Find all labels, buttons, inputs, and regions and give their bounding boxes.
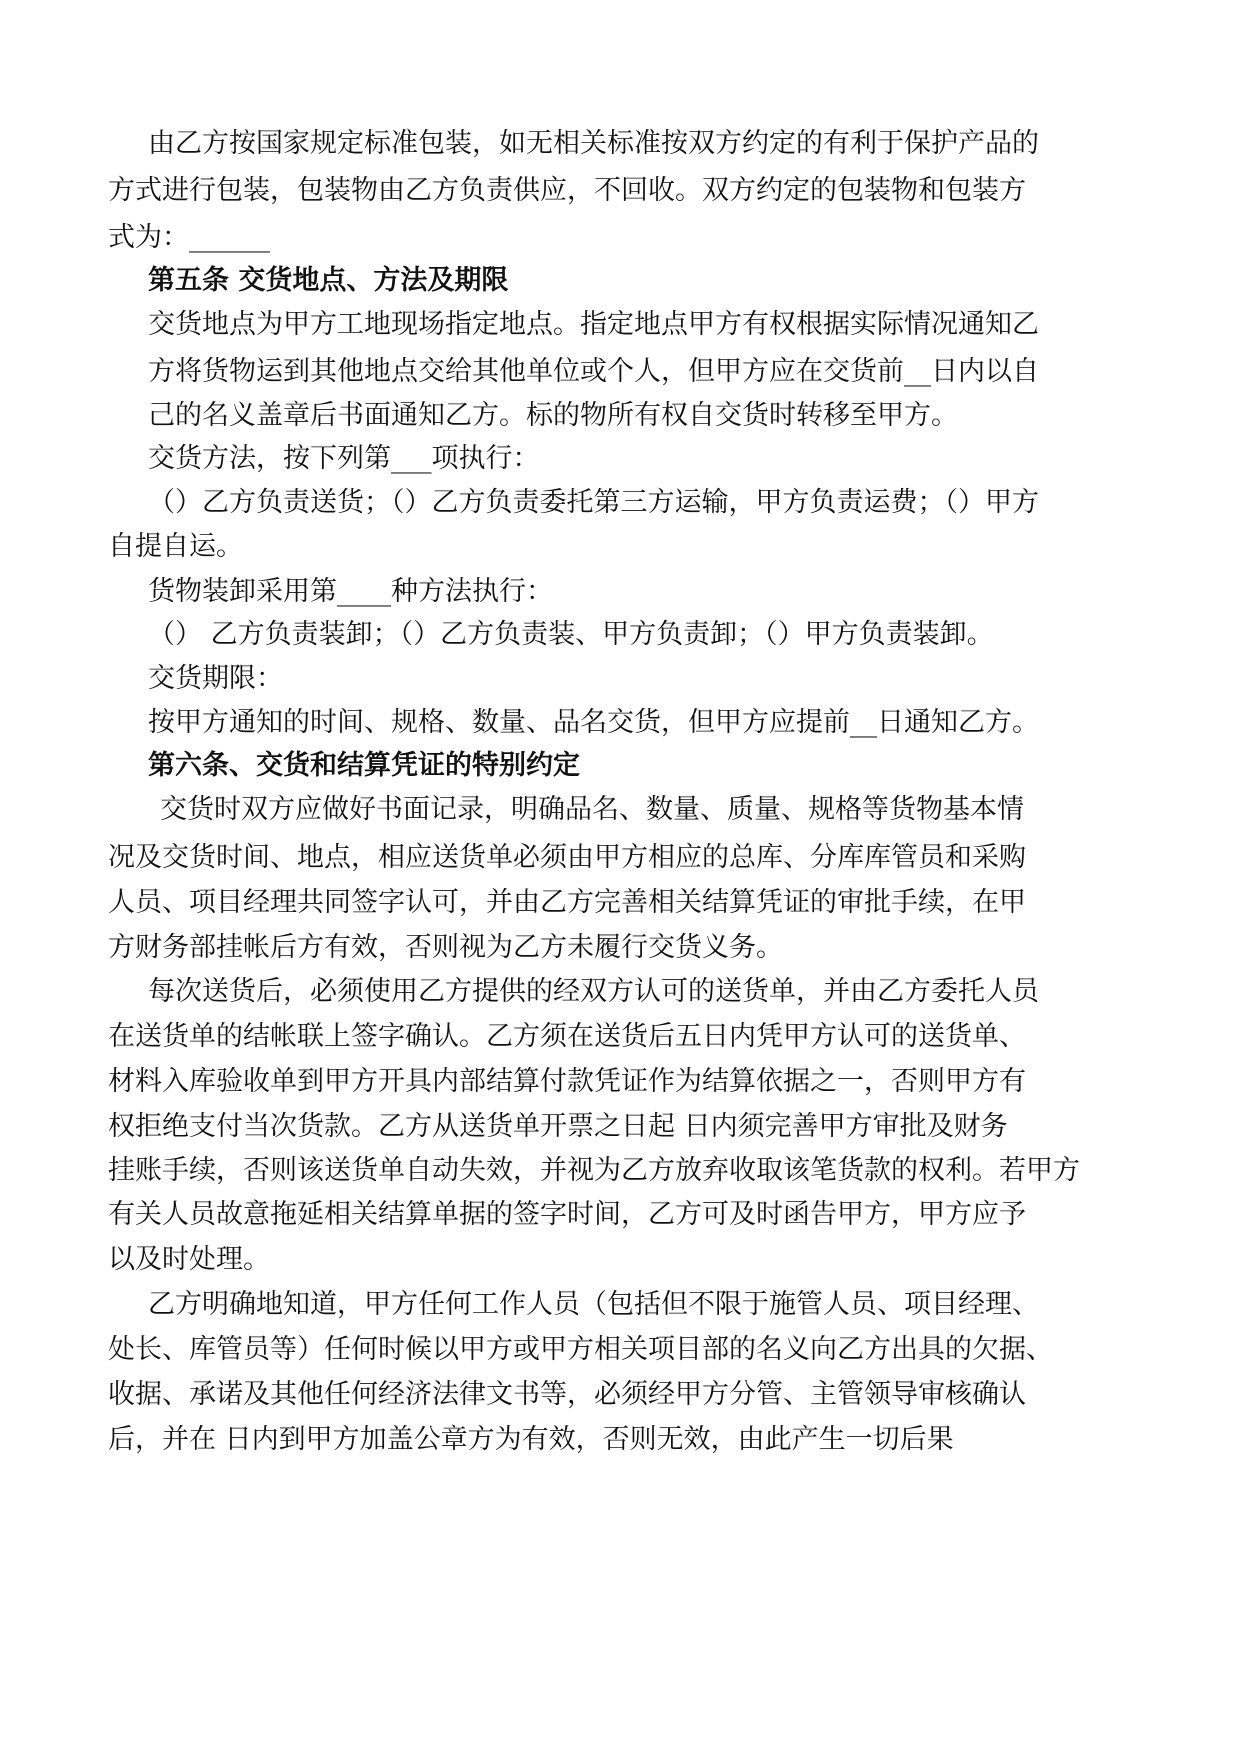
text-line: 由乙方按国家规定标准包装，如无相关标准按双方约定的有利于保护产品的 (148, 128, 1039, 159)
text-line: 方财务部挂帐后方有效，否则视为乙方未履行交货义务。 (108, 932, 783, 963)
text-line: 交货期限： (148, 663, 283, 694)
text-line: 自提自运。 (108, 531, 243, 562)
text-line: 每次送货后，必须使用乙方提供的经双方认可的送货单，并由乙方委托人员 (148, 976, 1039, 1007)
text-line: （） 乙方负责装卸；（）乙方负责装、甲方负责卸；（）甲方负责装卸。 (148, 619, 994, 650)
text-line: 收据、承诺及其他任何经济法律文书等，必须经甲方分管、主管领导审核确认 (108, 1379, 1026, 1410)
text-line: 交货地点为甲方工地现场指定地点。指定地点甲方有权根据实际情况通知乙 (148, 309, 1039, 340)
text-line: 式为：______ (108, 222, 270, 253)
text-line: 挂账手续，否则该送货单自动失效，并视为乙方放弃收取该笔货款的权利。若甲方 (108, 1155, 1080, 1186)
text-line: 以及时处理。 (108, 1244, 270, 1275)
text-line: 货物装卸采用第____种方法执行： (148, 576, 553, 607)
text-line: 人员、项目经理共同签字认可，并由乙方完善相关结算凭证的审批手续，在甲 (108, 887, 1026, 918)
text-line: 交货时双方应做好书面记录，明确品名、数量、质量、规格等货物基本情 (160, 794, 1024, 825)
text-line: 乙方明确地知道，甲方任何工作人员（包括但不限于施管人员、项目经理、 (148, 1289, 1039, 1320)
text-line: 后，并在 日内到甲方加盖公章方为有效，否则无效，由此产生一切后果 (108, 1424, 954, 1455)
text-line: 在送货单的结帐联上签字确认。乙方须在送货后五日内凭甲方认可的送货单、 (108, 1021, 1026, 1052)
text-line: 权拒绝支付当次货款。乙方从送货单开票之日起 日内须完善甲方审批及财务 (108, 1111, 1008, 1142)
text-line: 处长、库管员等）任何时候以甲方或甲方相关项目部的名义向乙方出具的欠据、 (108, 1334, 1053, 1365)
text-line: 方将货物运到其他地点交给其他单位或个人，但甲方应在交货前__日内以自 (148, 356, 1039, 387)
section-heading: 第六条、交货和结算凭证的特别约定 (148, 750, 580, 781)
section-heading: 第五条 交货地点、方法及期限 (148, 265, 509, 296)
text-line: 况及交货时间、地点，相应送货单必须由甲方相应的总库、分库库管员和采购 (108, 842, 1026, 873)
text-line: 有关人员故意拖延相关结算单据的签字时间，乙方可及时函告甲方，甲方应予 (108, 1199, 1026, 1230)
text-line: 材料入库验收单到甲方开具内部结算付款凭证作为结算依据之一，否则甲方有 (108, 1066, 1026, 1097)
text-line: 方式进行包装，包装物由乙方负责供应，不回收。双方约定的包装物和包装方 (108, 175, 1026, 206)
text-line: 己的名义盖章后书面通知乙方。标的物所有权自交货时转移至甲方。 (148, 400, 958, 431)
text-line: （）乙方负责送货；（）乙方负责委托第三方运输，甲方负责运费；（）甲方 (148, 487, 1039, 518)
text-line: 交货方法，按下列第___项执行： (148, 443, 540, 474)
text-line: 按甲方通知的时间、规格、数量、品名交货，但甲方应提前__日通知乙方。 (148, 707, 1039, 738)
